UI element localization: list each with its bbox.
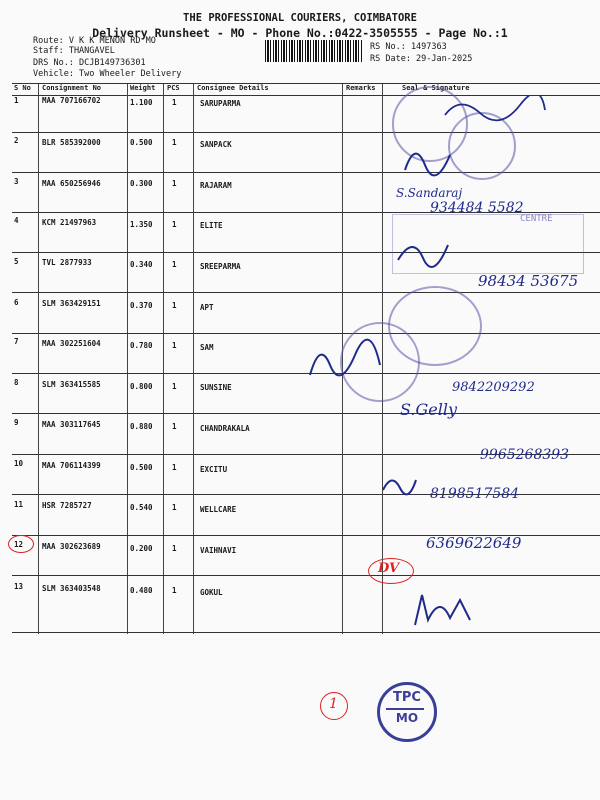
row-consignment: MAA 302623689 bbox=[42, 542, 101, 551]
red-circle-mark bbox=[8, 535, 34, 553]
row-weight: 0.340 bbox=[130, 260, 153, 269]
row-divider bbox=[12, 333, 600, 334]
signature-scribble bbox=[410, 590, 480, 630]
row-divider bbox=[12, 575, 600, 576]
row-sno: 11 bbox=[14, 500, 24, 509]
row-pcs: 1 bbox=[172, 544, 177, 553]
row-pcs: 1 bbox=[172, 98, 177, 107]
row-consignee: CHANDRAKALA bbox=[200, 424, 250, 433]
row-consignment: MAA 707166702 bbox=[42, 96, 101, 105]
row-pcs: 1 bbox=[172, 463, 177, 472]
row-consignment: BLR 585392000 bbox=[42, 138, 101, 147]
row-sno: 7 bbox=[14, 337, 19, 346]
row-consignee: SUNSINE bbox=[200, 383, 232, 392]
barcode bbox=[265, 40, 363, 62]
row-sno: 8 bbox=[14, 378, 19, 387]
row-sno: 4 bbox=[14, 216, 19, 225]
row-pcs: 1 bbox=[172, 301, 177, 310]
row-consignee: SARUPARMA bbox=[200, 99, 241, 108]
col-seal: Seal & Signature bbox=[402, 84, 470, 92]
row-consignment: MAA 650256946 bbox=[42, 179, 101, 188]
row-consignment: TVL 2877933 bbox=[42, 258, 92, 267]
page-number-mark: 1 bbox=[329, 696, 338, 712]
row-pcs: 1 bbox=[172, 179, 177, 188]
row-divider bbox=[12, 172, 600, 173]
col-remarks: Remarks bbox=[346, 84, 376, 92]
col-pcs: PCS bbox=[167, 84, 180, 92]
row-weight: 0.370 bbox=[130, 301, 153, 310]
company-title: THE PROFESSIONAL COURIERS, COIMBATORE bbox=[183, 12, 417, 24]
row-weight: 0.480 bbox=[130, 586, 153, 595]
row-pcs: 1 bbox=[172, 138, 177, 147]
row-weight: 0.780 bbox=[130, 341, 153, 350]
row-sno: 5 bbox=[14, 257, 19, 266]
row-weight: 0.880 bbox=[130, 422, 153, 431]
row-divider bbox=[12, 292, 600, 293]
signature-scribble bbox=[380, 470, 420, 500]
row-consignee: SREEPARMA bbox=[200, 262, 241, 271]
row-divider bbox=[12, 413, 600, 414]
tpc-stamp-bottom: MO bbox=[395, 711, 419, 725]
row-weight: 0.500 bbox=[130, 463, 153, 472]
row-weight: 0.500 bbox=[130, 138, 153, 147]
tpc-stamp-top: TPC bbox=[393, 690, 421, 705]
signature-scribble bbox=[393, 230, 453, 270]
row-sno: 1 bbox=[14, 96, 19, 105]
row-weight: 0.300 bbox=[130, 179, 153, 188]
row-consignee: EXCITU bbox=[200, 465, 228, 474]
row-pcs: 1 bbox=[172, 341, 177, 350]
row-consignment: MAA 303117645 bbox=[42, 420, 101, 429]
route-label: Route: V K K MENON RD MO bbox=[33, 36, 156, 46]
row-sno: 12 bbox=[14, 540, 24, 549]
row-sno: 6 bbox=[14, 298, 19, 307]
row-sno: 9 bbox=[14, 418, 19, 427]
row-consignee: GOKUL bbox=[200, 588, 223, 597]
handwritten-phone: 98434 53675 bbox=[478, 272, 579, 290]
row-sno: 2 bbox=[14, 136, 19, 145]
row-weight: 0.200 bbox=[130, 544, 153, 553]
row-consignee: RAJARAM bbox=[200, 181, 232, 190]
dv-mark: DV bbox=[378, 561, 400, 576]
row-consignment: MAA 706114399 bbox=[42, 461, 101, 470]
staff-label: Staff: THANGAVEL bbox=[33, 46, 115, 56]
row-consignee: APT bbox=[200, 303, 214, 312]
col-sno: S No bbox=[14, 84, 31, 92]
handwritten-phone: 6369622649 bbox=[426, 534, 522, 552]
row-pcs: 1 bbox=[172, 220, 177, 229]
row-consignment: SLM 363429151 bbox=[42, 299, 101, 308]
col-consignment: Consignment No bbox=[42, 84, 102, 92]
handwritten-phone: 9842209292 bbox=[452, 380, 535, 395]
col-weight: Weight bbox=[130, 84, 156, 92]
row-pcs: 1 bbox=[172, 422, 177, 431]
row-weight: 0.540 bbox=[130, 503, 153, 512]
row-consignment: SLM 363415585 bbox=[42, 380, 101, 389]
row-weight: 0.800 bbox=[130, 382, 153, 391]
row-pcs: 1 bbox=[172, 382, 177, 391]
handwritten-signature: S.Sandaraj bbox=[396, 186, 463, 200]
row-consignment: HSR 7285727 bbox=[42, 501, 92, 510]
handwritten-phone: 8198517584 bbox=[430, 486, 520, 502]
row-consignee: ELITE bbox=[200, 221, 223, 230]
drs-label: DRS No.: DCJB149736301 bbox=[33, 58, 146, 68]
row-consignment: KCM 21497963 bbox=[42, 218, 97, 227]
row-sno: 3 bbox=[14, 177, 19, 186]
row-consignee: SAM bbox=[200, 343, 214, 352]
signature-scribble bbox=[300, 335, 390, 385]
handwritten-signature: S.Gelly bbox=[400, 400, 457, 419]
stamp-text: CENTRE bbox=[520, 214, 553, 224]
row-pcs: 1 bbox=[172, 586, 177, 595]
row-weight: 1.100 bbox=[130, 98, 153, 107]
col-consignee: Consignee Details bbox=[197, 84, 269, 92]
vehicle-label: Vehicle: Two Wheeler Delivery bbox=[33, 69, 182, 79]
row-consignment: MAA 302251604 bbox=[42, 339, 101, 348]
rs-number: RS No.: 1497363 bbox=[370, 42, 447, 52]
row-sno: 10 bbox=[14, 459, 24, 468]
row-consignee: VAIHNAVI bbox=[200, 546, 237, 555]
row-pcs: 1 bbox=[172, 503, 177, 512]
signature-scribble bbox=[400, 140, 460, 180]
handwritten-phone: 9965268393 bbox=[480, 447, 570, 463]
row-sno: 13 bbox=[14, 582, 24, 591]
row-pcs: 1 bbox=[172, 260, 177, 269]
row-consignment: SLM 363403548 bbox=[42, 584, 101, 593]
row-divider bbox=[12, 632, 600, 633]
handwritten-phone: 934484 5582 bbox=[430, 200, 524, 216]
row-consignee: WELLCARE bbox=[200, 505, 237, 514]
runsheet-subtitle: Delivery Runsheet - MO - Phone No.:0422-3505555 - Page No.:1 bbox=[92, 26, 508, 40]
row-weight: 1.350 bbox=[130, 220, 153, 229]
rs-date: RS Date: 29-Jan-2025 bbox=[370, 54, 473, 64]
row-consignee: SANPACK bbox=[200, 140, 232, 149]
signature-scribble bbox=[440, 95, 550, 125]
